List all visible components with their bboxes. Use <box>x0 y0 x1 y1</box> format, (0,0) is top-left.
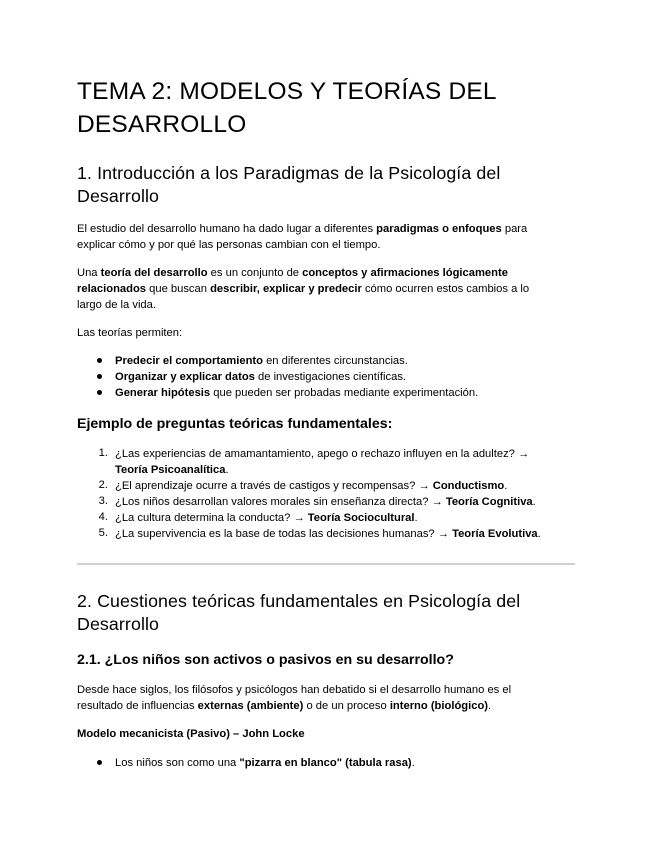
bold-text: conceptos y afirmaciones lógicamente <box>302 267 508 279</box>
bold-text: relacionados <box>77 283 147 295</box>
text: largo de la vida. <box>77 299 156 311</box>
list-item <box>115 353 408 369</box>
bold-text: interno (biológico) <box>389 700 488 712</box>
list-item <box>115 478 507 494</box>
list-number: 2. <box>98 479 108 491</box>
text: El estudio del desarrollo humano ha dado lugar a diferentes <box>77 223 377 235</box>
text: que pueden ser probadas mediante experimentación. <box>210 387 479 399</box>
page-title-line-1: TEMA 2: MODELOS Y TEORÍAS DEL <box>77 78 497 105</box>
text: resultado de influencias <box>77 700 198 712</box>
text: Desde hace siglos, los filósofos y psicólogos han debatido si el desarrollo humano es el <box>77 684 512 696</box>
bold-text: Organizar y explicar datos <box>115 371 255 383</box>
bullet-icon <box>97 358 102 363</box>
text: . <box>414 512 418 524</box>
text: . <box>532 496 536 508</box>
text: . <box>488 700 492 712</box>
text: ¿El aprendizaje ocurre a través de castigos y recompensas? → <box>115 480 433 492</box>
bullet-icon <box>97 390 102 395</box>
subsection-2-1-heading: 2.1. ¿Los niños son activos o pasivos en su desarrollo? <box>77 652 454 668</box>
text: cómo ocurren estos cambios a lo <box>361 283 530 295</box>
list-item <box>115 385 478 401</box>
text: es un conjunto de <box>207 267 303 279</box>
list-item <box>115 526 541 542</box>
section-1-heading-line-1: 1. Introducción a los Paradigmas de la Psicología del <box>77 163 501 183</box>
text: ¿La cultura determina la conducta? → <box>115 512 308 524</box>
text: que buscan <box>146 283 211 295</box>
list-item <box>115 510 418 526</box>
list-item <box>115 755 415 771</box>
theories-allow-paragraph: Las teorías permiten: <box>77 327 183 339</box>
model-heading: Modelo mecanicista (Pasivo) – John Locke <box>77 728 305 740</box>
bold-text: paradigmas o enfoques <box>376 223 502 235</box>
text: . <box>504 480 508 492</box>
horizontal-divider <box>77 563 575 565</box>
bold-text: Teoría Cognitiva <box>445 496 533 508</box>
bold-text: teoría del desarrollo <box>100 267 208 279</box>
text: ¿Los niños desarrollan valores morales sin enseñanza directa? → <box>115 496 446 508</box>
bold-text: Conductismo <box>432 480 505 492</box>
bullet-icon <box>97 760 102 765</box>
text: explicar cómo y por qué las personas cambian con el tiempo. <box>77 239 381 251</box>
section-2-heading-line-2: Desarrollo <box>77 614 160 634</box>
bold-text: Teoría Psicoanalítica <box>115 464 226 476</box>
bullet-icon <box>97 374 102 379</box>
list-number: 3. <box>98 495 108 507</box>
text: ¿Las experiencias de amamantamiento, apego o rechazo influyen en la adultez? → <box>115 448 530 460</box>
bold-text: describir, explicar y predecir <box>210 283 362 295</box>
bold-text: Predecir el comportamiento <box>115 355 263 367</box>
text: en diferentes circunstancias. <box>262 355 408 367</box>
bold-text: Generar hipótesis <box>115 387 211 399</box>
section-1-heading-line-2: Desarrollo <box>77 186 160 206</box>
list-number: 5. <box>98 527 108 539</box>
list-item <box>115 369 406 385</box>
bold-text: externas (ambiente) <box>197 700 304 712</box>
bold-text: "pizarra en blanco" (tabula rasa) <box>239 757 412 769</box>
bold-text: Teoría Evolutiva <box>452 528 538 540</box>
text: para <box>501 223 528 235</box>
text: o de un proceso <box>303 700 390 712</box>
theory-definition-paragraph <box>77 265 529 313</box>
text: . <box>225 464 229 476</box>
page-title-line-2: DESARROLLO <box>77 111 247 138</box>
list-item <box>115 494 536 510</box>
list-number: 1. <box>98 447 108 459</box>
bold-text: Teoría Sociocultural <box>307 512 415 524</box>
text: Una <box>77 267 101 279</box>
text: . <box>411 757 415 769</box>
text: de investigaciones científicas. <box>254 371 407 383</box>
debate-paragraph <box>77 682 511 714</box>
list-number: 4. <box>98 511 108 523</box>
list-item <box>115 446 529 478</box>
intro-paragraph <box>77 221 527 253</box>
section-2-heading-line-1: 2. Cuestiones teóricas fundamentales en Psicología del <box>77 591 521 611</box>
questions-subheading: Ejemplo de preguntas teóricas fundamentales: <box>77 416 393 432</box>
text: . <box>537 528 541 540</box>
text: Los niños son como una <box>115 757 240 769</box>
text: ¿La supervivencia es la base de todas las decisiones humanas? → <box>115 528 453 540</box>
